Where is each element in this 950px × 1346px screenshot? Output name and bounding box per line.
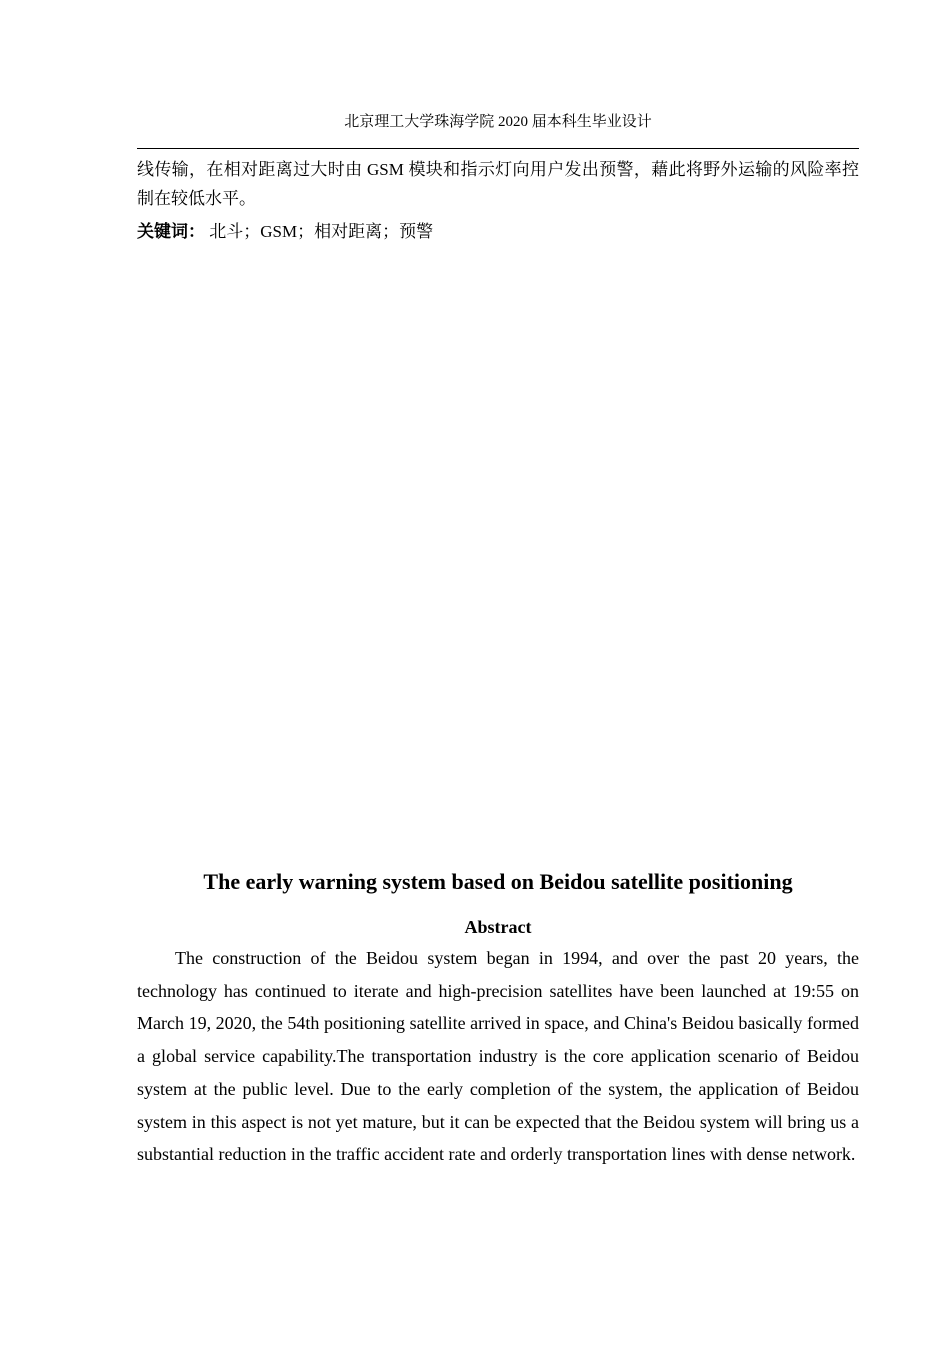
keywords-label: 关键词：	[137, 222, 205, 241]
page-header: 北京理工大学珠海学院 2020 届本科生毕业设计	[344, 114, 652, 130]
english-title: The early warning system based on Beidou satellite positioning	[203, 869, 793, 894]
chinese-abstract-continuation: 线传输，在相对距离过大时由 GSM 模块和指示灯向用户发出预警，藉此将野外运输的风险率控制在较低水平。	[137, 160, 859, 208]
keywords-list: 北斗；GSM；相对距离；预警	[209, 222, 434, 241]
header-divider	[137, 148, 859, 149]
abstract-heading: Abstract	[464, 917, 532, 937]
chinese-keywords	[137, 218, 859, 246]
english-abstract-body: The construction of the Beidou system began in 1994, and over the past 20 years, the technology has continued to iterate and high-precision satellites have been launched at 19:55 on March 19, 2020, the 54th positioning satellite arrived in space, and China's Beidou basically formed a global service capability.The transportation industry is the core application scenario of Beidou system at the public level. Due to the early completion of the system, the application of Beidou system in this aspect is not yet mature, but it can be expected that the Beidou system will bring us a substantial reduction in the traffic accident rate and orderly transportation lines with dense network.	[137, 948, 859, 1165]
